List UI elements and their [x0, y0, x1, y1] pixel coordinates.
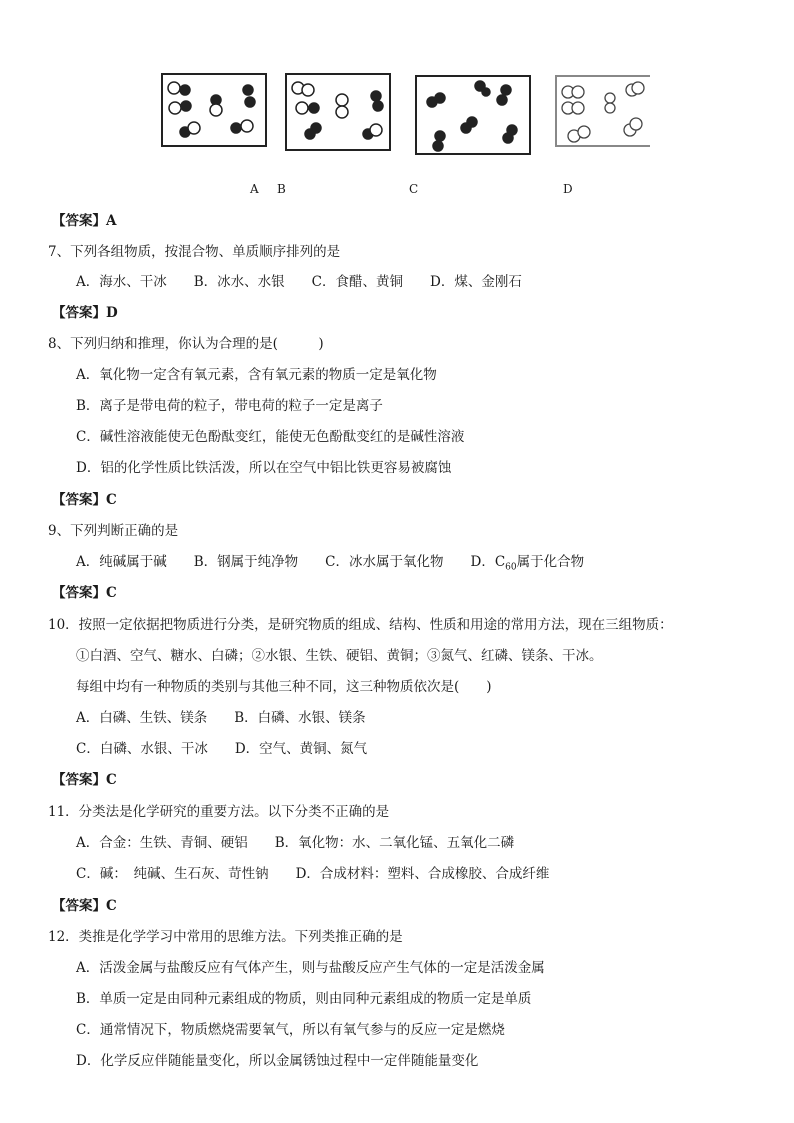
label-a: A: [250, 182, 259, 196]
options-9-tail: 属于化合物: [516, 554, 585, 570]
option-8a: A．氧化物一定含有氧元素，含有氧元素的物质一定是氧化物: [76, 367, 437, 383]
options-11cd: C．碱： 纯碱、生石灰、苛性钠 D．合成材料：塑料、合成橡胶、合成纤维: [76, 866, 550, 882]
label-d: D: [563, 182, 573, 196]
answer-6: 【答案】A: [52, 213, 117, 229]
question-12: 12．类推是化学学习中常用的思维方法。下列类推正确的是: [48, 929, 403, 945]
label-c: C: [409, 182, 419, 196]
options-11ab: A．合金：生铁、青铜、硬铝 B．氧化物：水、二氧化锰、五氧化二磷: [76, 835, 515, 851]
groups-10: ①白酒、空气、糖水、白磷；②水银、生铁、硬铝、黄铜；③氮气、红磷、镁条、干冰。: [76, 648, 603, 664]
prompt-10: 每组中均有一种物质的类别与其他三种不同，这三种物质依次是( ): [76, 679, 492, 695]
question-10: 10．按照一定依据把物质进行分类，是研究物质的组成、结构、性质和用途的常用方法，现在三组物质：: [48, 617, 673, 633]
option-12b: B．单质一定是由同种元素组成的物质，则由同种元素组成的物质一定是单质: [76, 991, 532, 1007]
box-c: [416, 76, 530, 154]
options-7: A．海水、干冰 B．冰水、水银 C．食醋、黄铜 D．煤、金刚石: [76, 274, 522, 290]
option-8d: D．铝的化学性质比铁活泼，所以在空气中铝比铁更容易被腐蚀: [76, 460, 452, 476]
question-11: 11．分类法是化学研究的重要方法。以下分类不正确的是: [48, 804, 390, 820]
option-8b: B．离子是带电荷的粒子，带电荷的粒子一定是离子: [76, 398, 383, 414]
option-12a: A．活泼金属与盐酸反应有气体产生，则与盐酸反应产生气体的一定是活泼金属: [76, 960, 545, 976]
answer-11: 【答案】C: [52, 898, 117, 914]
options-9: [76, 553, 584, 577]
c60-subscript: 60: [505, 562, 517, 573]
answer-8: 【答案】C: [52, 492, 117, 508]
question-7: 7、下列各组物质，按混合物、单质顺序排列的是: [48, 244, 341, 260]
question-8: 8、下列归纳和推理，你认为合理的是( ): [48, 336, 324, 352]
options-9-text: A．纯碱属于碱 B．钢属于纯净物 C．冰水属于氧化物 D．C: [76, 554, 506, 570]
options-10cd: C．白磷、水银、干冰 D．空气、黄铜、氮气: [76, 741, 368, 757]
option-12c: C．通常情况下，物质燃烧需要氧气，所以有氧气参与的反应一定是燃烧: [76, 1022, 505, 1038]
question-9: 9、下列判断正确的是: [48, 523, 179, 539]
answer-7: 【答案】D: [52, 305, 118, 321]
option-12d: D．化学反应伴随能量变化，所以金属锈蚀过程中一定伴随能量变化: [76, 1053, 479, 1069]
answer-9: 【答案】C: [52, 585, 117, 601]
molecule-diagram: [150, 62, 650, 162]
option-8c: C．碱性溶液能使无色酚酞变红，能使无色酚酞变红的是碱性溶液: [76, 429, 465, 445]
answer-10: 【答案】C: [52, 772, 117, 788]
options-10ab: A．白磷、生铁、镁条 B．白磷、水银、镁条: [76, 710, 366, 726]
label-b: B: [277, 182, 286, 196]
molecule-figure: [150, 62, 650, 162]
